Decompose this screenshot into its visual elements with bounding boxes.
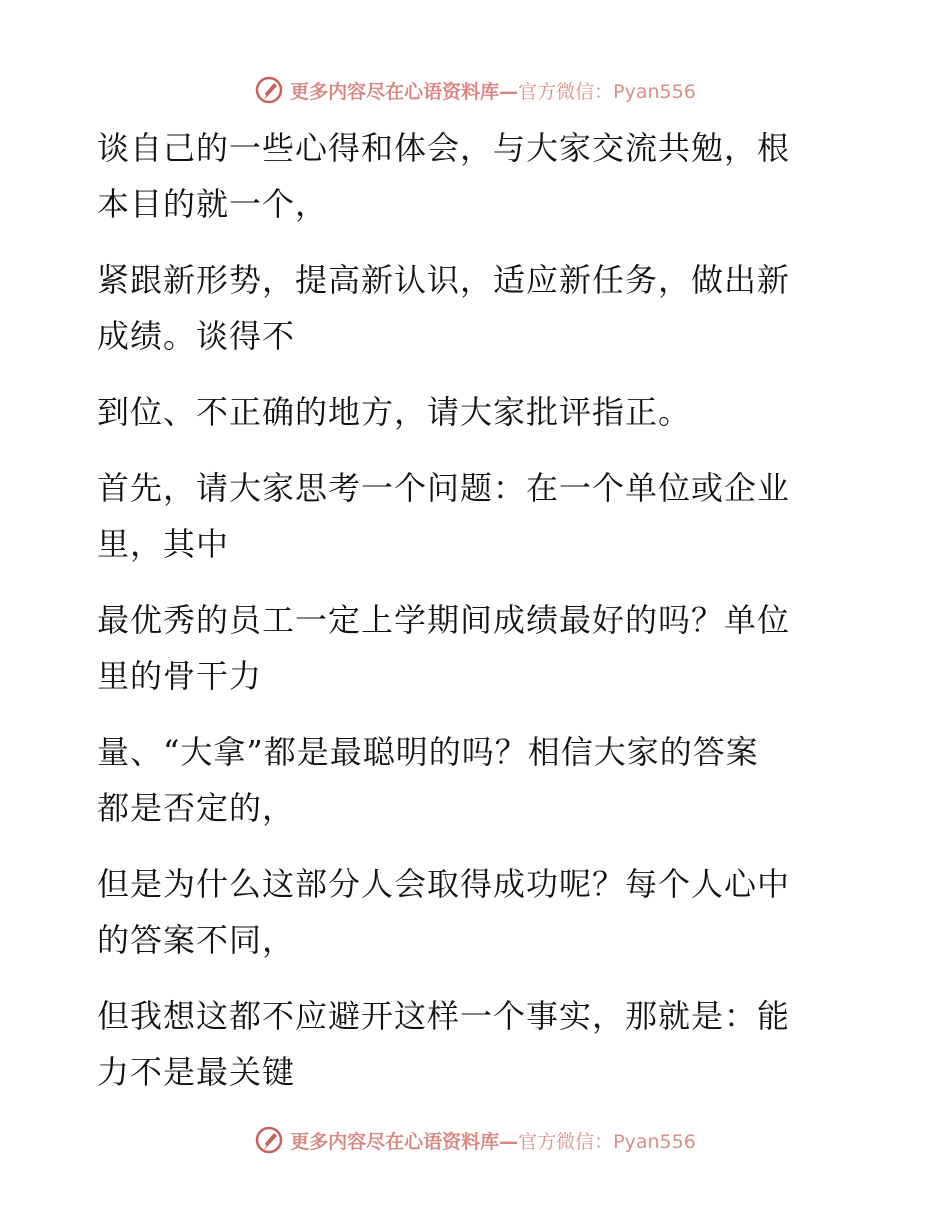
paragraph-line: 力不是最关键	[97, 1053, 296, 1091]
paragraph-line: 都是否定的，	[97, 789, 296, 827]
paragraph	[97, 460, 837, 572]
watermark-text: 更多内容尽在心语资料库—官方微信：Pyan556	[290, 1130, 696, 1153]
paragraph	[97, 120, 837, 232]
paragraph-line: 但是为什么这部分人会取得成功呢？每个人心中	[97, 865, 791, 903]
paragraph-line: 紧跟新形势，提高新认识，适应新任务，做出新	[97, 261, 791, 299]
paragraph-line: 本目的就一个，	[97, 185, 329, 223]
header-watermark	[0, 70, 950, 110]
paragraph	[97, 988, 837, 1100]
paragraph	[97, 252, 837, 364]
paragraph-line: 但我想这都不应避开这样一个事实，那就是：能	[97, 997, 791, 1035]
footer-watermark	[0, 1120, 950, 1160]
paragraph-line: 量、“大拿”都是最聪明的吗？相信大家的答案	[97, 733, 759, 771]
paragraph-line: 的答案不同，	[97, 921, 296, 959]
pen-circle-icon	[254, 1125, 284, 1155]
paragraph-line: 到位、不正确的地方，请大家批评指正。	[97, 393, 692, 431]
paragraph	[97, 856, 837, 968]
paragraph	[97, 724, 837, 836]
paragraph	[97, 384, 837, 440]
watermark-text: 更多内容尽在心语资料库—官方微信：Pyan556	[290, 80, 696, 103]
pen-circle-icon	[254, 75, 284, 105]
document-body	[97, 120, 837, 1120]
paragraph	[97, 592, 837, 704]
paragraph-line: 成绩。谈得不	[97, 317, 296, 355]
paragraph-line: 首先，请大家思考一个问题：在一个单位或企业	[97, 469, 791, 507]
paragraph-line: 里，其中	[97, 525, 230, 563]
paragraph-line: 谈自己的一些心得和体会，与大家交流共勉，根	[97, 129, 791, 167]
paragraph-line: 最优秀的员工一定上学期间成绩最好的吗？单位	[97, 601, 791, 639]
paragraph-line: 里的骨干力	[97, 657, 263, 695]
